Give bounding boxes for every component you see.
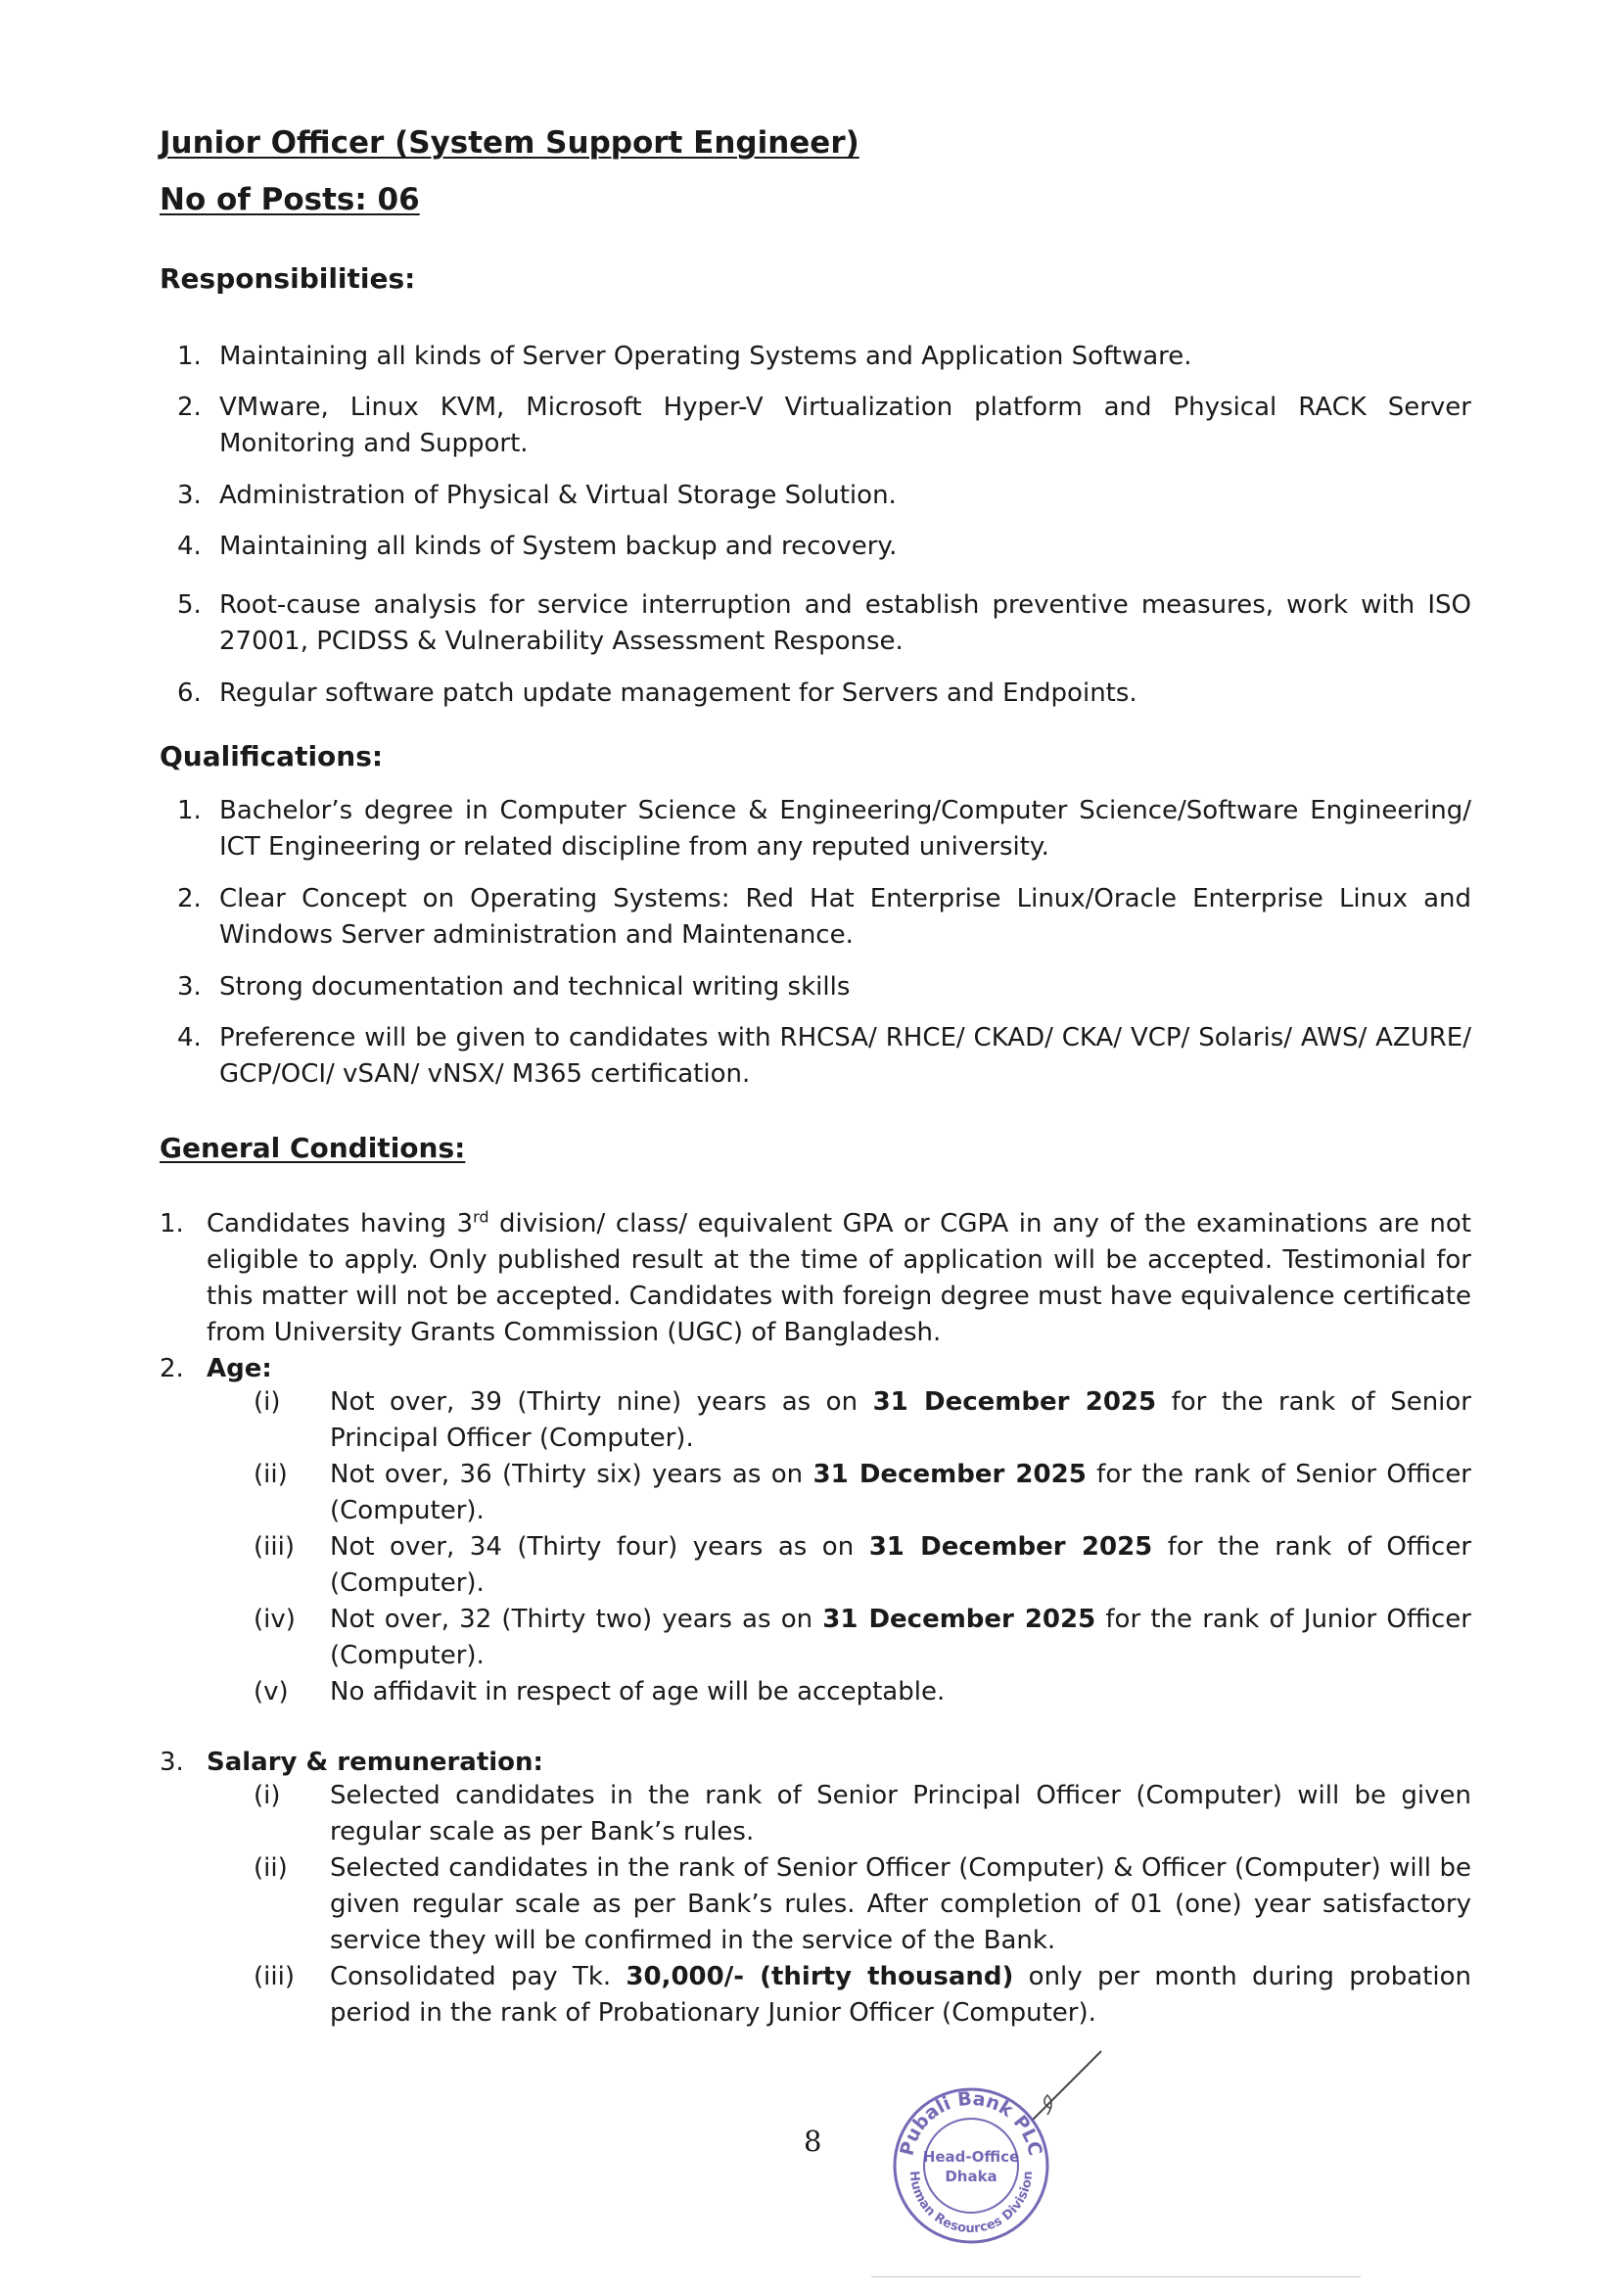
age-rank: for the rank of Officer (Computer). (330, 1532, 1472, 1598)
item-number: 5. (177, 590, 202, 620)
list-item (160, 587, 1471, 660)
page-number: 8 (804, 2125, 822, 2158)
age-item (160, 1602, 1471, 1674)
age-text: No affidavit in respect of age will be acceptable. (330, 1677, 946, 1706)
age-item (160, 1674, 1471, 1710)
number-of-posts: No of Posts: 06 (160, 182, 420, 217)
age-rank: for the rank of Senior Principal Officer (Computer). (330, 1387, 1471, 1453)
age-item (160, 1529, 1471, 1602)
age-rank: for the rank of Junior Officer (Computer). (330, 1605, 1471, 1670)
age-rank: for the rank of Senior Officer (Computer). (330, 1460, 1471, 1525)
roman-number: (i) (254, 1387, 281, 1417)
stamp-center-line-2: Dhaka (945, 2168, 998, 2185)
roman-number: (iii) (254, 1532, 295, 1562)
roman-number: (i) (254, 1781, 281, 1810)
item-text: Strong documentation and technical writing skills (219, 972, 851, 1002)
item-text: Maintaining all kinds of Server Operating Systems and Application Software. (219, 342, 1192, 371)
item-number: 3. (160, 1748, 184, 1777)
condition-text-rest: division/ class/ equivalent GPA or CGPA in any of the examinations are not eligible to apply. Only published result at the time of application will be accepted. Testimonial for this matter will not be accepted. Candidates with foreign degree must have equivalence certificate from University Grants Commission (UGC) of Bangladesh. (207, 1209, 1471, 1347)
salary-text: Selected candidates in the rank of Senior Officer (Computer) & Officer (Computer) will be given regular scale as per Bank’s rules. After completion of 01 (one) year satisfactory service they will be confirmed in the service of the Bank. (330, 1853, 1471, 1955)
item-text: Bachelor’s degree in Computer Science & Engineering/Computer Science/Software Engineering/ ICT Engineering or related discipline from any reputed university. (219, 796, 1471, 862)
list-item (160, 881, 1471, 954)
item-text: Preference will be given to candidates with RHCSA/ RHCE/ CKAD/ CKA/ VCP/ Solaris/ AWS/ AZURE/ GCP/OCI/ vSAN/ vNSX/ M365 certification. (219, 1023, 1471, 1089)
item-number: 6. (177, 678, 202, 708)
list-item (160, 339, 1471, 375)
item-number: 1. (177, 796, 202, 825)
salary-amount: 30,000/- (thirty thousand) (626, 1962, 1014, 1991)
age-item (160, 1457, 1471, 1529)
roman-number: (v) (254, 1677, 289, 1706)
bank-seal-stamp (883, 2056, 1059, 2252)
roman-number: (ii) (254, 1460, 288, 1489)
item-number: 1. (160, 1209, 184, 1238)
salary-item (160, 1850, 1471, 1959)
salary-label: Salary & remuneration: (207, 1748, 543, 1777)
item-number: 1. (177, 342, 202, 371)
age-text: Not over, 34 (Thirty four) years as on (330, 1532, 869, 1562)
item-number: 3. (177, 481, 202, 510)
age-date: 31 December 2025 (868, 1532, 1153, 1562)
qualifications-heading: Qualifications: (160, 740, 384, 772)
age-text: Not over, 39 (Thirty nine) years as on (330, 1387, 873, 1417)
item-text (207, 1206, 1471, 1351)
item-number: 3. (177, 972, 202, 1002)
age-text: Not over, 32 (Thirty two) years as on (330, 1605, 823, 1634)
condition-salary (160, 1745, 1471, 1781)
ordinal-suffix: rd (473, 1207, 489, 1227)
roman-number: (iv) (254, 1605, 296, 1634)
list-item (160, 478, 1471, 514)
responsibilities-heading: Responsibilities: (160, 262, 416, 295)
condition-eligibility (160, 1206, 1471, 1351)
list-item (160, 529, 1471, 565)
list-item (160, 969, 1471, 1005)
item-number: 4. (177, 1023, 202, 1052)
job-title: Junior Officer (System Support Engineer) (160, 125, 859, 161)
item-text: Maintaining all kinds of System backup and recovery. (219, 532, 898, 561)
condition-age (160, 1351, 1471, 1387)
list-item (160, 1020, 1471, 1093)
roman-number: (iii) (254, 1962, 295, 1991)
item-text: VMware, Linux KVM, Microsoft Hyper-V Virtualization platform and Physical RACK Server Monitoring and Support. (219, 393, 1471, 458)
list-item (160, 676, 1471, 712)
item-text: Administration of Physical & Virtual Storage Solution. (219, 481, 897, 510)
salary-item (160, 1778, 1471, 1850)
age-label: Age: (207, 1354, 272, 1383)
salary-text: Selected candidates in the rank of Senior Principal Officer (Computer) will be given regular scale as per Bank’s rules. (330, 1781, 1471, 1846)
salary-text-rest: only per month during probation period in the rank of Probationary Junior Officer (Computer). (330, 1962, 1471, 2028)
item-text: Root-cause analysis for service interruption and establish preventive measures, work with ISO 27001, PCIDSS & Vulnerability Assessment Response. (219, 590, 1471, 656)
item-number: 2. (160, 1354, 184, 1383)
stamp-top-text: Pubali Bank PLC (896, 2087, 1046, 2158)
stamp-center-line-1: Head-Office (922, 2148, 1020, 2166)
age-item (160, 1384, 1471, 1457)
stamp-bottom-text: Human Resources Division (905, 2170, 1037, 2237)
age-text: Not over, 36 (Thirty six) years as on (330, 1460, 813, 1489)
item-number: 2. (177, 393, 202, 422)
roman-number: (ii) (254, 1853, 288, 1883)
age-date: 31 December 2025 (812, 1460, 1087, 1489)
condition-text-start: Candidates having 3 (207, 1209, 474, 1238)
list-item (160, 793, 1471, 865)
general-conditions-heading: General Conditions: (160, 1132, 466, 1164)
age-date: 31 December 2025 (822, 1605, 1096, 1634)
salary-item (160, 1959, 1471, 2032)
list-item (160, 390, 1471, 462)
item-number: 4. (177, 532, 202, 561)
stamp-inner-ring (924, 2119, 1018, 2213)
item-text: Regular software patch update management for Servers and Endpoints. (219, 678, 1137, 708)
age-date: 31 December 2025 (872, 1387, 1157, 1417)
bottom-divider (871, 2276, 1361, 2277)
item-number: 2. (177, 884, 202, 913)
item-text: Clear Concept on Operating Systems: Red Hat Enterprise Linux/Oracle Enterprise Linux and Windows Server administration and Maintenance. (219, 884, 1471, 950)
salary-text: Consolidated pay Tk. (330, 1962, 626, 1991)
